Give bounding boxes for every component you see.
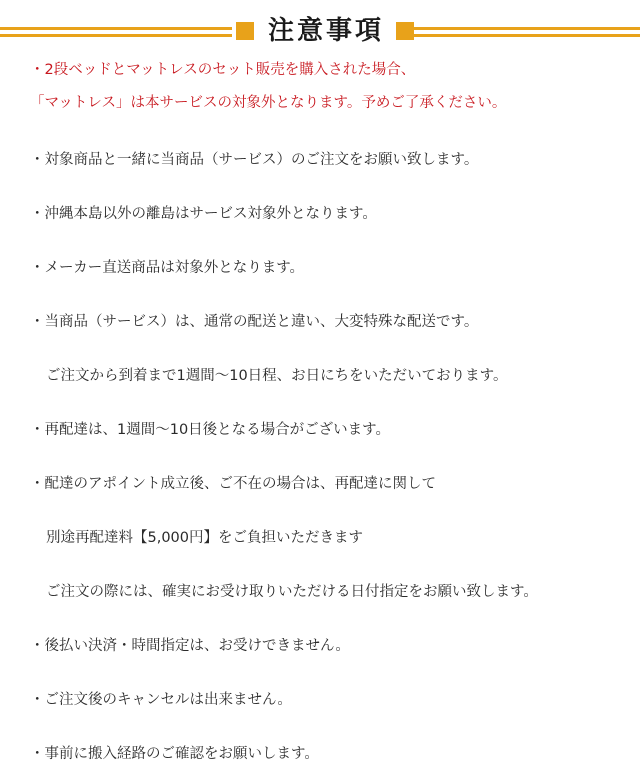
header-rule-right-bottom	[410, 34, 640, 37]
header-square-icon-left	[236, 22, 254, 40]
notice-item: ・事前に搬入経路のご確認をお願いします。	[30, 746, 319, 762]
notice-line-red: 「マットレス」は本サービスの対象外となります。予めご了承ください。	[30, 95, 507, 111]
header-rule-left-bottom	[0, 34, 232, 37]
notice-line-red: ・2段ベッドとマットレスのセット販売を購入された場合、	[30, 62, 416, 78]
notice-item: ・当商品（サービス）は、通常の配送と違い、大変特殊な配送です。	[30, 314, 479, 330]
header-square-icon-right	[396, 22, 414, 40]
notice-item-continuation: 別途再配達料【5,000円】をご負担いただきます	[46, 530, 364, 546]
page-title: 注意事項	[267, 16, 384, 46]
notice-item: ・配達のアポイント成立後、ご不在の場合は、再配達に関して	[30, 476, 436, 492]
notice-item: ・メーカー直送商品は対象外となります。	[30, 260, 305, 276]
header-rule-right-top	[410, 27, 640, 30]
notice-item-continuation: ご注文から到着まで1週間～10日程、お日にちをいただいております。	[46, 368, 508, 384]
notice-item: ・後払い決済・時間指定は、お受けできません。	[30, 638, 350, 654]
notice-item: ・沖縄本島以外の離島はサービス対象外となります。	[30, 206, 377, 222]
notice-item-continuation: ご注文の際には、確実にお受け取りいただける日付指定をお願い致します。	[46, 584, 538, 600]
section-header	[0, 14, 640, 54]
notice-item: ・再配達は、1週間～10日後となる場合がございます。	[30, 422, 391, 438]
notice-item: ・対象商品と一緒に当商品（サービス）のご注文をお願い致します。	[30, 152, 479, 168]
header-rule-left-top	[0, 27, 232, 30]
notice-item: ・ご注文後のキャンセルは出来ません。	[30, 692, 292, 708]
